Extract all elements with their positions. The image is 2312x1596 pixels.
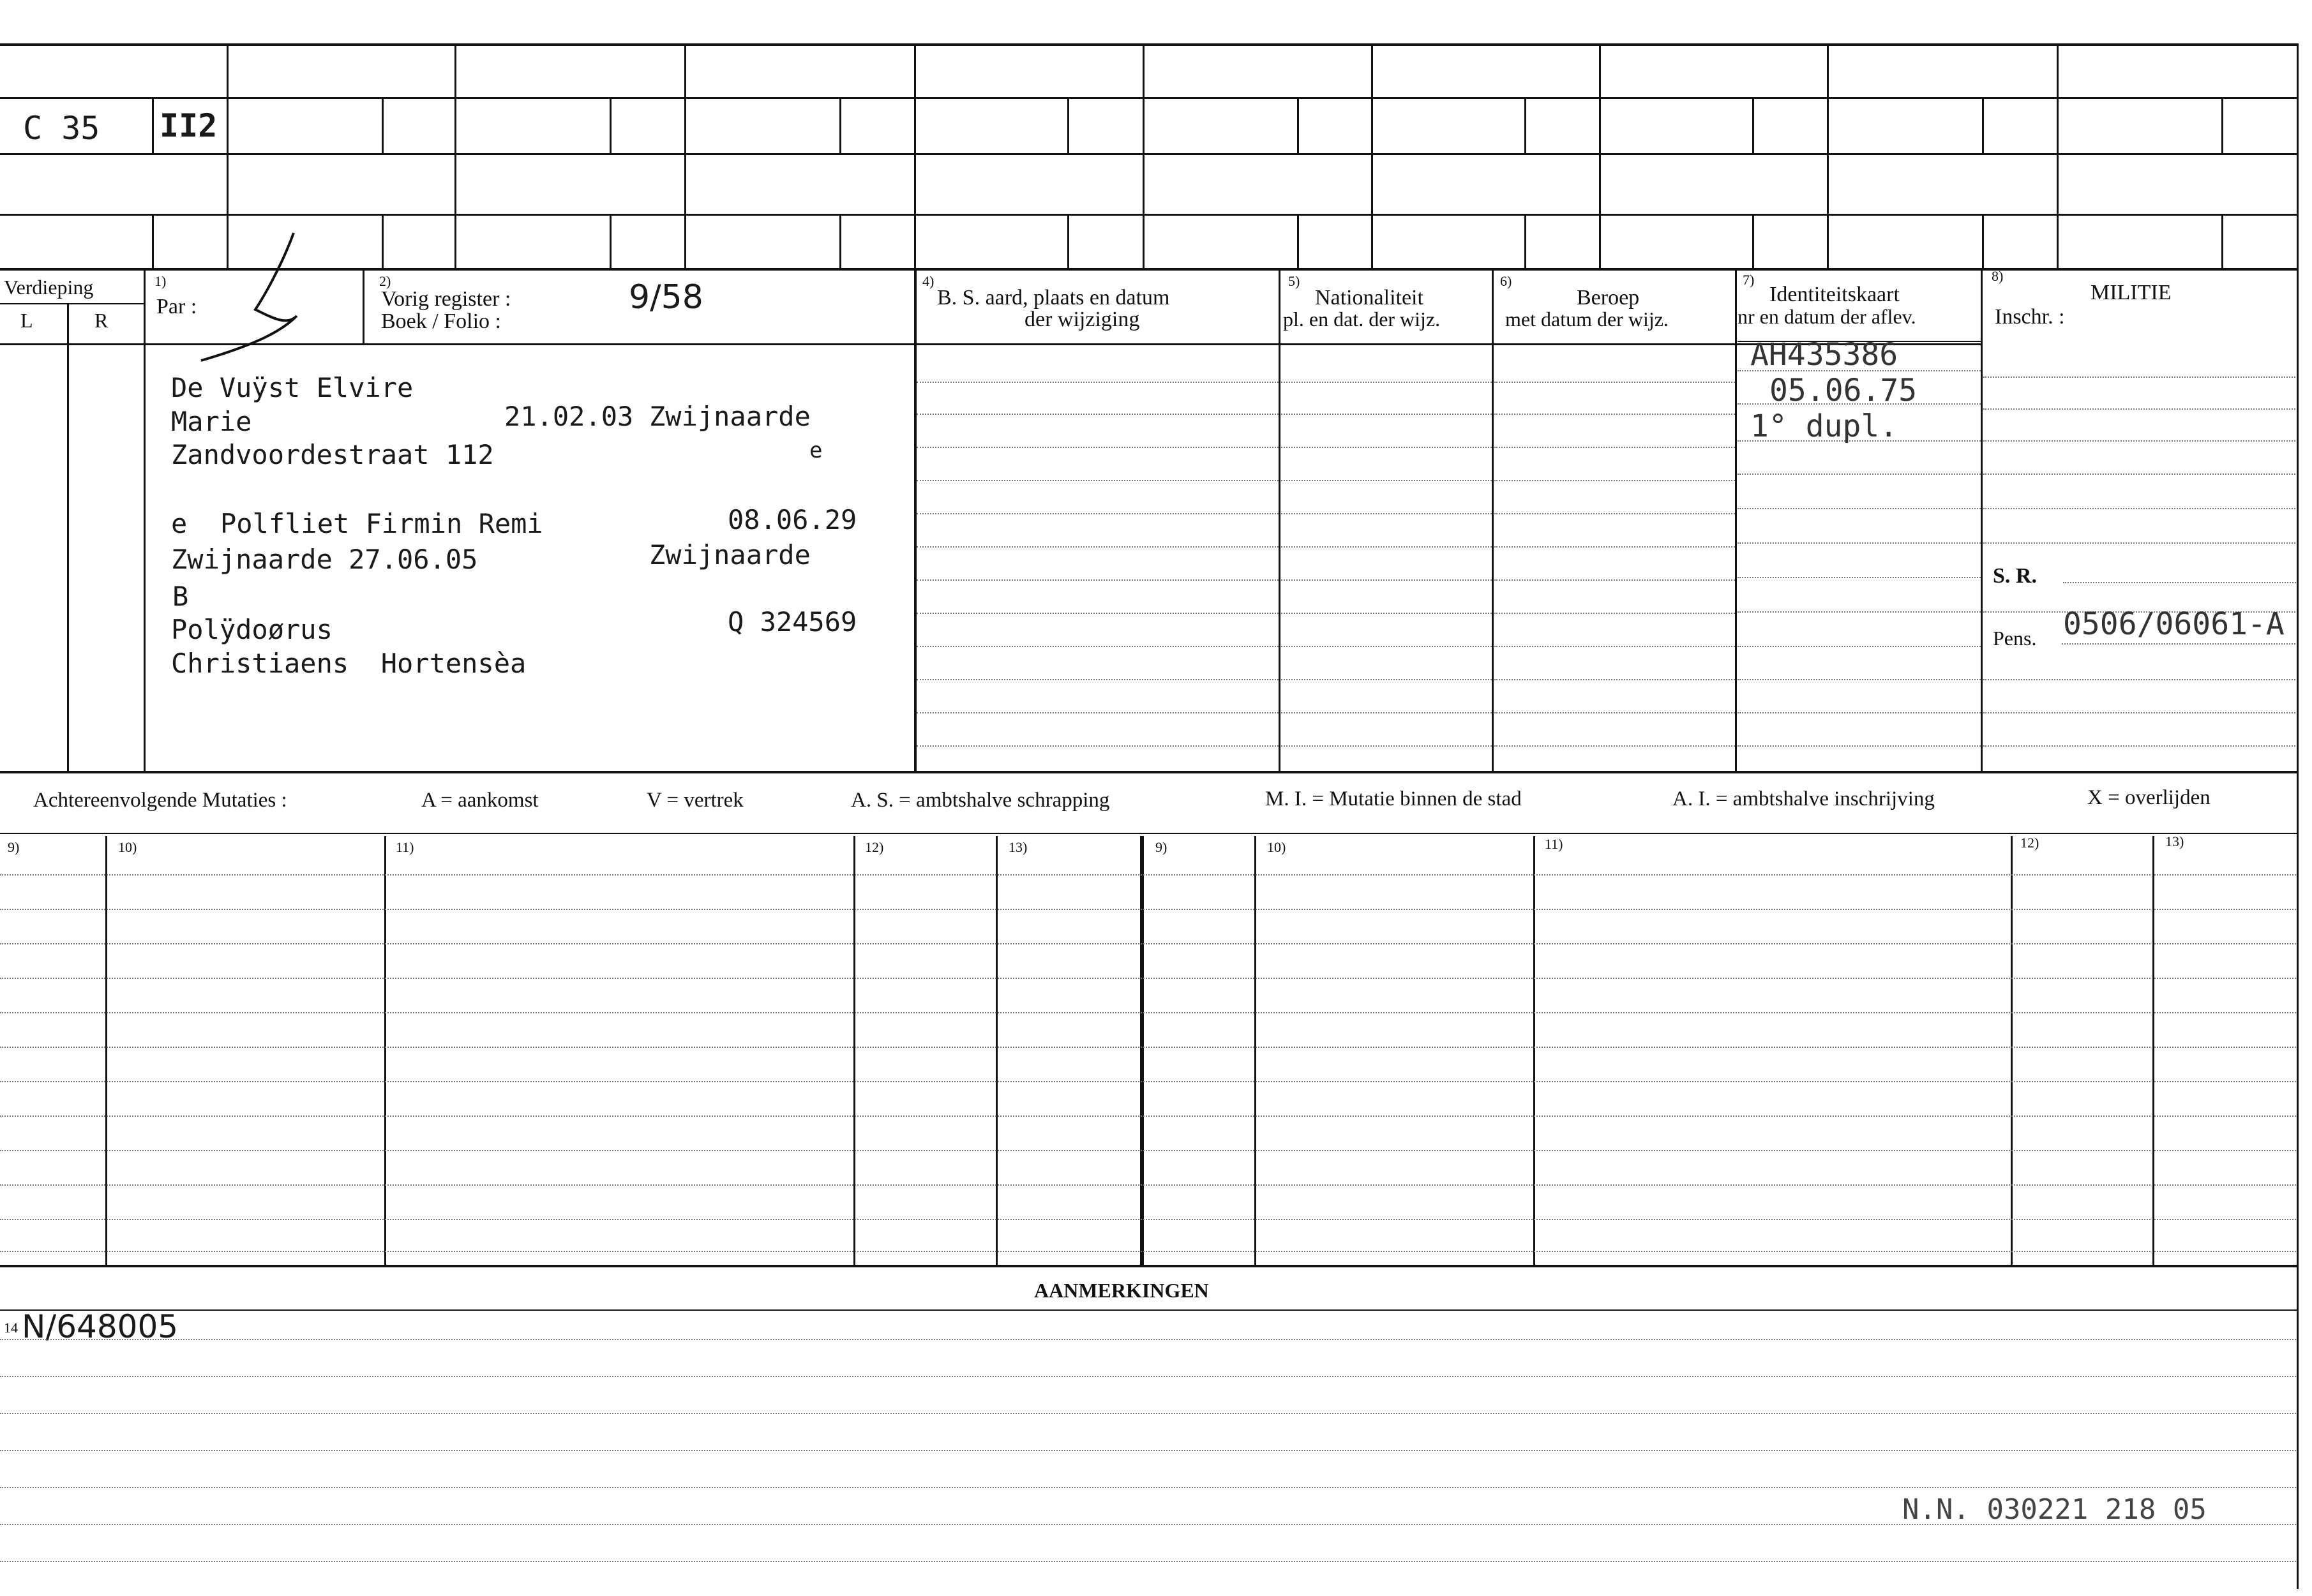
grid-line xyxy=(1982,97,1984,153)
grid-line xyxy=(152,214,154,268)
mut-col-9: 9) xyxy=(8,839,20,855)
grid-line xyxy=(914,43,916,268)
person-line-2-name: Marie xyxy=(171,406,252,437)
column-line xyxy=(67,303,69,772)
nationaliteit-sub-label: pl. en dat. der wijz. xyxy=(1283,308,1441,331)
grid-line xyxy=(1143,43,1145,268)
person-line-5-place: Zwijnaarde xyxy=(649,539,811,571)
grid-line xyxy=(839,97,841,153)
person-line-2-date: 21.02.03 xyxy=(504,401,634,432)
grid-line xyxy=(0,43,2298,46)
beroep-sub-label: met datum der wijz. xyxy=(1505,308,1669,331)
bs-label-2: der wijziging xyxy=(1025,308,1140,331)
grid-line xyxy=(1371,43,1373,268)
grid-line xyxy=(382,97,384,153)
mut-col-12: 12) xyxy=(865,839,884,855)
grid-line xyxy=(2057,43,2059,268)
identity-date: 05.06.75 xyxy=(1769,373,1918,408)
mut-col-12b: 12) xyxy=(2020,835,2039,851)
person-line-8: Christiaens Hortensèa xyxy=(171,648,527,679)
col-l-label: L xyxy=(20,309,33,332)
mut-col-13: 13) xyxy=(1009,839,1028,855)
person-line-4-prefix: e xyxy=(171,508,188,539)
vorig-register-value: 9/58 xyxy=(629,278,703,317)
grid-line xyxy=(839,214,841,268)
grid-line xyxy=(0,97,2298,99)
boek-folio-label: Boek / Folio : xyxy=(381,310,501,333)
pens-value: 0506/06061-A xyxy=(2063,606,2285,642)
note-5: 5) xyxy=(1288,273,1300,289)
grid-line xyxy=(610,214,612,268)
grid-line xyxy=(1982,214,1984,268)
grid-line xyxy=(382,214,384,268)
sr-label: S. R. xyxy=(1993,564,2037,588)
note-2: 2) xyxy=(379,273,391,289)
col-r-label: R xyxy=(94,309,109,332)
mut-col-11b: 11) xyxy=(1545,836,1563,852)
grid-line xyxy=(2221,97,2223,153)
grid-line xyxy=(1524,214,1526,268)
mut-col-9b: 9) xyxy=(1155,839,1167,855)
signature-stroke xyxy=(185,230,313,370)
grid-line xyxy=(1297,214,1299,268)
grid-line xyxy=(0,214,2298,216)
beroep-label: Beroep xyxy=(1577,286,1640,310)
identiteitskaart-sub-label: nr en datum der aflev. xyxy=(1738,305,1916,328)
mut-col-11: 11) xyxy=(396,839,414,855)
note-1: 1) xyxy=(154,273,167,289)
grid-line xyxy=(1524,97,1526,153)
mutations-heading: Achtereenvolgende Mutaties : xyxy=(33,789,287,812)
grid-line xyxy=(684,43,686,268)
bs-label-1: B. S. aard, plaats en datum xyxy=(937,286,1170,310)
legend-ambtshalve-inschrijving: A. I. = ambtshalve inschrijving xyxy=(1672,787,1935,810)
grid-line xyxy=(610,97,612,153)
person-line-1: De Vuÿst Elvire xyxy=(171,372,414,403)
note-14: 14 xyxy=(4,1320,18,1336)
legend-vertrek: V = vertrek xyxy=(647,789,744,812)
vorig-register-label: Vorig register : xyxy=(381,287,511,311)
spouse-name: Polfliet Firmin Remi xyxy=(220,508,543,539)
par-label: Par : xyxy=(156,295,197,318)
grid-line xyxy=(1297,97,1299,153)
person-line-3-mark: e xyxy=(809,438,823,463)
ref-code: C 35 xyxy=(23,110,100,147)
remarks-entry: N/648005 xyxy=(22,1308,179,1345)
grid-line xyxy=(2297,43,2299,268)
identity-number: AH435386 xyxy=(1750,337,1898,373)
grid-line xyxy=(0,268,2298,271)
header-line xyxy=(0,303,144,304)
grid-line xyxy=(1599,43,1601,268)
person-line-2-place: Zwijnaarde xyxy=(649,401,811,432)
note-8: 8) xyxy=(1992,268,2004,284)
note-7: 7) xyxy=(1743,272,1755,288)
verdieping-label: Verdieping xyxy=(4,276,94,299)
legend-ambtshalve-schrapping: A. S. = ambtshalve schrapping xyxy=(851,789,1110,812)
person-line-6: B xyxy=(172,581,189,612)
militie-label: MILITIE xyxy=(2091,281,2172,304)
grid-line xyxy=(0,153,2298,155)
grid-line xyxy=(1752,214,1754,268)
legend-mutatie-binnen-stad: M. I. = Mutatie binnen de stad xyxy=(1265,787,1522,810)
grid-line xyxy=(1827,43,1829,268)
mut-col-10: 10) xyxy=(118,839,137,855)
mut-col-10b: 10) xyxy=(1267,839,1286,855)
mut-col-13b: 13) xyxy=(2165,833,2184,849)
legend-overlijden: X = overlijden xyxy=(2087,786,2211,809)
column-line xyxy=(1981,268,1983,772)
grid-line xyxy=(152,97,154,153)
person-line-5: Zwijnaarde 27.06.05 xyxy=(171,544,478,575)
pens-label: Pens. xyxy=(1993,627,2037,650)
spouse-birth-date: 08.06.29 xyxy=(728,504,857,535)
column-line xyxy=(363,268,364,345)
note-4: 4) xyxy=(922,273,935,289)
grid-line xyxy=(2221,214,2223,268)
identiteitskaart-label: Identiteitskaart xyxy=(1769,283,1900,306)
grid-line xyxy=(1067,97,1069,153)
legend-aankomst: A = aankomst xyxy=(421,789,539,812)
identity-note: 1° dupl. xyxy=(1750,408,1898,444)
ref-number: II2 xyxy=(160,107,218,144)
grid-line xyxy=(1067,214,1069,268)
person-line-7-code: Q 324569 xyxy=(728,606,857,638)
right-edge-line xyxy=(2297,268,2299,1589)
remarks-title: AANMERKINGEN xyxy=(1034,1279,1209,1302)
person-line-7: Polÿdoørus xyxy=(171,614,333,645)
national-number: N.N. 030221 218 05 xyxy=(1902,1493,2207,1526)
grid-line xyxy=(454,43,456,268)
grid-line xyxy=(1752,97,1754,153)
person-line-3: Zandvoordestraat 112 xyxy=(171,439,494,470)
note-6: 6) xyxy=(1500,273,1512,289)
inschr-label: Inschr. : xyxy=(1995,305,2065,329)
nationaliteit-label: Nationaliteit xyxy=(1315,286,1423,310)
